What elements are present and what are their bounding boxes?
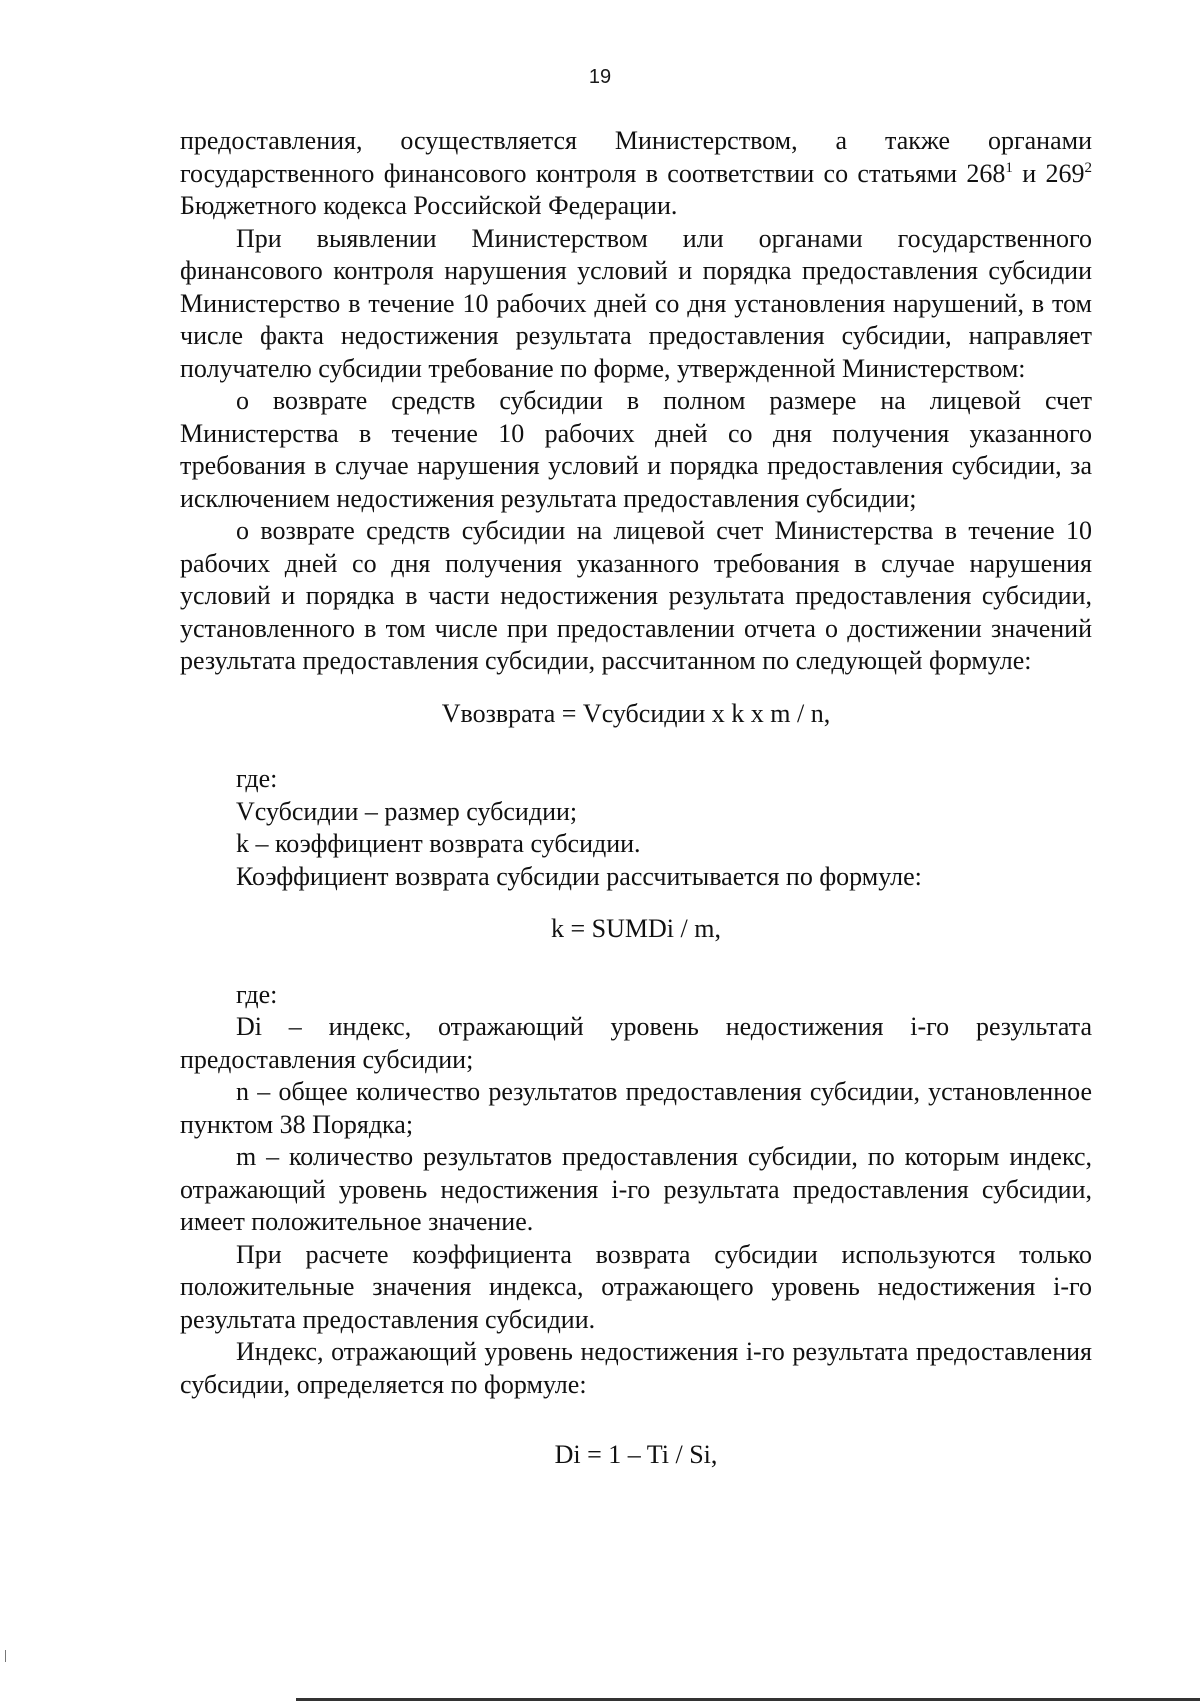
superscript: 1 bbox=[1005, 159, 1013, 176]
paragraph-violation-detection: При выявлении Министерством или органами государственного финансового контроля нарушения условий и порядка предоставления субсидии Министерство в течение 10 рабочих дней со дня установления нарушений, в том числе факта недостижения результата предоставления субсидии, направляет получателю субсидии требование по форме, утвержденной Министерством: bbox=[180, 223, 1092, 383]
formula-di: Di = 1 – Ti / Si, bbox=[554, 1440, 718, 1469]
paragraph-positive-values: При расчете коэффициента возврата субсидии используются только положительные значения индекса, отражающего уровень недостижения i-го результата предоставления субсидии. bbox=[180, 1239, 1092, 1334]
paragraph-continuation bbox=[180, 125, 1092, 223]
paragraph-index-definition: Индекс, отражающий уровень недостижения i-го результата предоставления субсидии, определяется по формуле: bbox=[180, 1337, 1092, 1399]
k-formula-intro: Коэффициент возврата субсидии рассчитывается по формуле: bbox=[236, 861, 922, 891]
formula-refund-volume: Vвозврата = Vсубсидии x k x m / n, bbox=[441, 698, 831, 728]
scan-edge-mark bbox=[5, 1650, 6, 1662]
page-number: 19 bbox=[588, 66, 612, 88]
document-body bbox=[180, 125, 1092, 1472]
paragraph-text: предоставления, осуществляется Министерством, а также органами государственного финансового контроля в соответствии со статьями 268 bbox=[180, 126, 1092, 188]
where-label: где: bbox=[236, 764, 278, 793]
definition-di: Di – индекс, отражающий уровень недостижения i-го результата предоставления субсидии; bbox=[180, 1012, 1092, 1074]
formula-k: k = SUMDi / m, bbox=[551, 914, 721, 943]
definition-v-subsidy: Vсубсидии – размер субсидии; bbox=[236, 796, 578, 826]
definition-n: n – общее количество результатов предоставления субсидии, установленное пунктом 38 Порядка; bbox=[180, 1077, 1092, 1139]
scan-bottom-edge bbox=[296, 1698, 1200, 1701]
definition-m: m – количество результатов предоставления субсидии, по которым индекс, отражающий уровень недостижения i-го результата предоставления субсидии, имеет положительное значение. bbox=[180, 1142, 1092, 1236]
paragraph-full-refund: о возврате средств субсидии в полном размере на лицевой счет Министерства в течение 10 рабочих дней со дня получения указанного требования в случае нарушения условий и порядка предоставления субсидии, за исключением недостижения результата предоставления субсидии; bbox=[180, 386, 1092, 513]
superscript: 2 bbox=[1084, 159, 1092, 176]
where-label: где: bbox=[236, 979, 278, 1009]
paragraph-text: и 269 bbox=[1012, 158, 1085, 188]
paragraph-text: Бюджетного кодекса Российской Федерации. bbox=[180, 191, 678, 220]
paragraph-partial-refund: о возврате средств субсидии на лицевой счет Министерства в течение 10 рабочих дней со дня получения указанного требования в случае нарушения условий и порядка в части недостижения результата предоставления субсидии, установленного в том числе при предоставлении отчета о достижении значений результата предоставления субсидии, рассчитанном по следующей формуле: bbox=[180, 516, 1092, 675]
definition-k: k – коэффициент возврата субсидии. bbox=[236, 829, 641, 858]
